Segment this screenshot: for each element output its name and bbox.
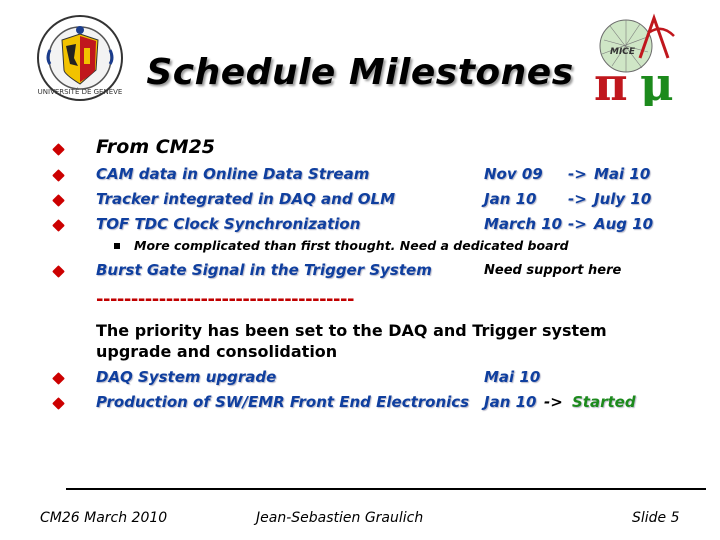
footer-slide-number: Slide 5 xyxy=(632,510,680,526)
sub-note: More complicated than first thought. Need a dedicated board xyxy=(134,238,569,253)
milestone-target: Aug 10 xyxy=(594,215,654,233)
milestone-arrow: -> xyxy=(568,215,587,233)
bullet xyxy=(52,397,65,410)
milestone-task: CAM data in Online Data Stream xyxy=(96,165,370,183)
bullet xyxy=(52,143,65,156)
burst-gate-note: Need support here xyxy=(484,263,622,278)
upgrade-date: Mai 10 xyxy=(484,368,541,386)
bullet xyxy=(52,219,65,232)
bullet xyxy=(52,169,65,182)
upgrade-date: Jan 10 xyxy=(484,393,537,411)
seal-caption: UNIVERSITÉ DE GENÈVE xyxy=(37,88,123,96)
bullet xyxy=(52,265,65,278)
upgrade-status: Started xyxy=(572,393,636,411)
footer-event: CM26 March 2010 xyxy=(40,510,168,526)
priority-text: The priority has been set to the DAQ and Trigger system upgrade and consolidation xyxy=(96,321,607,361)
milestone-date: Jan 10 xyxy=(484,190,537,208)
milestone-arrow: -> xyxy=(568,165,587,183)
dashed-separator: ------------------------------------- xyxy=(96,289,354,310)
bullet xyxy=(52,372,65,385)
milestone-target: July 10 xyxy=(594,190,652,208)
svg-text:π: π xyxy=(594,57,628,106)
milestone-date: March 10 xyxy=(484,215,563,233)
upgrade-task: Production of SW/EMR Front End Electronics xyxy=(96,393,470,411)
upgrade-task: DAQ System upgrade xyxy=(96,368,277,386)
milestone-date: Nov 09 xyxy=(484,165,543,183)
slide-title: Schedule Milestones xyxy=(146,52,574,93)
milestone-task: Tracker integrated in DAQ and OLM xyxy=(96,190,396,208)
svg-text:μ: μ xyxy=(640,57,674,106)
footer-rule xyxy=(66,488,706,490)
burst-gate-task: Burst Gate Signal in the Trigger System xyxy=(96,261,432,279)
milestone-arrow: -> xyxy=(568,190,587,208)
section-heading: From CM25 xyxy=(96,136,216,158)
footer-author: Jean-Sebastien Graulich xyxy=(256,510,424,526)
upgrade-arrow: -> xyxy=(544,393,563,411)
bullet xyxy=(52,194,65,207)
mice-logo-text: MICE xyxy=(610,47,636,57)
sub-bullet xyxy=(114,243,120,249)
milestone-target: Mai 10 xyxy=(594,165,651,183)
milestone-task: TOF TDC Clock Synchronization xyxy=(96,215,361,233)
